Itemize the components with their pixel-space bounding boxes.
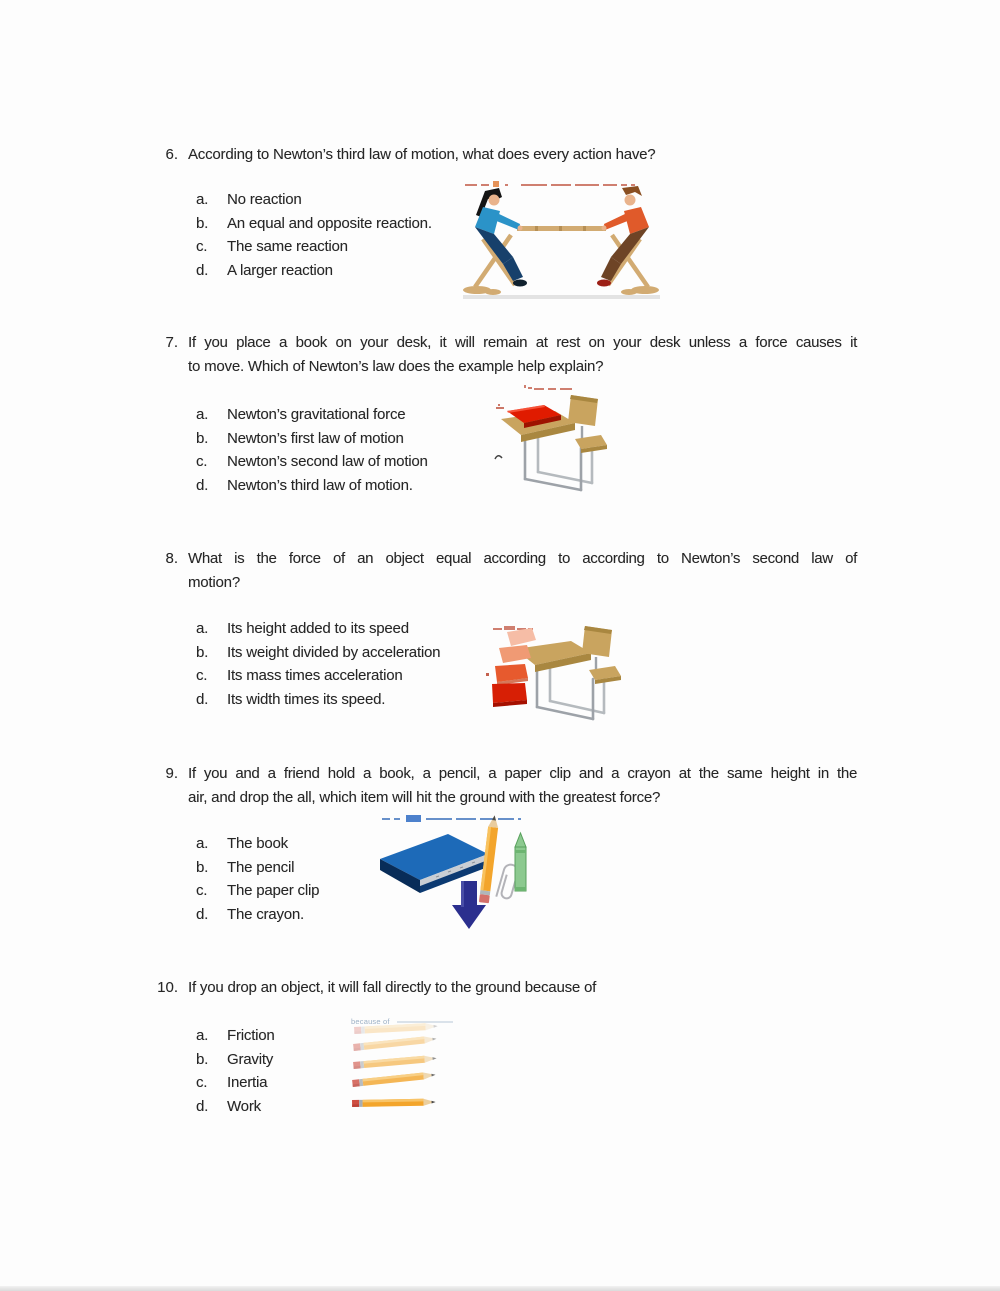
option-d <box>196 903 319 927</box>
option-b <box>196 1048 275 1072</box>
question-text-block <box>188 547 857 594</box>
stray-mark <box>495 456 502 459</box>
illegible-blue-caption <box>382 815 521 822</box>
scan-edge-artifact <box>0 1286 1000 1291</box>
option-text: The book <box>227 835 288 852</box>
option-letter: d. <box>196 476 209 494</box>
question-number: 7. <box>165 334 178 351</box>
crayon <box>515 833 526 891</box>
option-text: A larger reaction <box>227 261 333 279</box>
option-text: No reaction <box>227 191 302 208</box>
option-a <box>196 1024 275 1048</box>
question-text-block <box>188 976 857 1000</box>
question-text: According to Newton’s third law of motion, what does every action have? <box>188 146 656 163</box>
question-number: 6. <box>165 146 178 163</box>
option-text: Gravity <box>227 1050 274 1068</box>
person-right-orange <box>597 186 649 287</box>
option-text: Work <box>227 1097 261 1115</box>
question-text: If you place a book on your desk, it will remain at rest on your desk unless a force causes it <box>188 334 857 351</box>
option-text: Newton’s gravitational force <box>227 406 406 423</box>
option-a <box>196 188 432 212</box>
question-7 <box>155 331 857 378</box>
option-b <box>196 641 440 665</box>
option-letter: c. <box>196 453 208 470</box>
options-question-10 <box>196 1024 275 1118</box>
question-number: 9. <box>165 765 178 782</box>
option-d <box>196 688 440 712</box>
option-text: Its weight divided by acceleration <box>227 643 441 661</box>
question-text-block <box>188 331 857 378</box>
option-c <box>196 879 319 903</box>
desk-with-book-illustration <box>492 382 612 495</box>
option-text: Newton’s second law of motion <box>227 453 428 470</box>
option-letter: c. <box>196 667 208 684</box>
options-question-7 <box>196 403 428 497</box>
option-text: Its width times its speed. <box>227 690 386 708</box>
question-9 <box>155 762 857 809</box>
option-c <box>196 664 440 688</box>
option-letter: a. <box>196 620 209 637</box>
question-text: If you drop an object, it will fall directly to the ground because of <box>188 979 597 996</box>
option-letter: b. <box>196 429 209 447</box>
tug-of-war-illustration <box>463 177 660 299</box>
option-text: The same reaction <box>227 238 348 255</box>
options-question-6 <box>196 188 432 282</box>
question-6 <box>155 143 857 167</box>
option-text: The crayon. <box>227 905 305 923</box>
option-text: Newton’s third law of motion. <box>227 476 413 494</box>
option-a <box>196 617 440 641</box>
option-letter: c. <box>196 882 208 899</box>
scan-shadow <box>463 295 660 299</box>
option-letter: a. <box>196 835 209 852</box>
stray-red-tick <box>486 673 489 676</box>
question-number: 8. <box>165 550 178 567</box>
option-text: Its mass times acceleration <box>227 667 403 684</box>
falling-objects-illustration <box>376 813 542 935</box>
option-letter: d. <box>196 1097 209 1115</box>
option-text: An equal and opposite reaction. <box>227 214 432 232</box>
option-text: The pencil <box>227 858 295 876</box>
option-text: Newton’s first law of motion <box>227 429 404 447</box>
question-text: air, and drop the all, which item will hit the ground with the greatest force? <box>188 788 661 806</box>
question-8 <box>155 547 857 594</box>
question-text: motion? <box>188 573 240 591</box>
option-letter: b. <box>196 858 209 876</box>
option-c <box>196 1071 275 1095</box>
option-c <box>196 450 428 474</box>
option-b <box>196 427 428 451</box>
option-letter: d. <box>196 690 209 708</box>
red-margin-marks <box>496 404 504 409</box>
option-letter: c. <box>196 238 208 255</box>
option-text: Inertia <box>227 1074 268 1091</box>
falling-books <box>492 628 536 707</box>
option-b <box>196 856 319 880</box>
illegible-red-caption <box>465 181 635 187</box>
option-letter: b. <box>196 214 209 232</box>
options-question-9 <box>196 832 319 926</box>
option-letter: a. <box>196 191 209 208</box>
option-letter: b. <box>196 1050 209 1068</box>
option-letter: b. <box>196 643 209 661</box>
option-a <box>196 403 428 427</box>
option-letter: a. <box>196 406 209 423</box>
books-falling-off-desk-illustration <box>486 621 622 722</box>
question-text-block <box>188 762 857 809</box>
question-number: 10. <box>157 979 178 996</box>
question-text: What is the force of an object equal according to according to Newton’s second law of <box>188 550 857 567</box>
pencil-sequence <box>352 1023 438 1107</box>
option-d <box>196 1095 275 1119</box>
option-letter: a. <box>196 1027 209 1044</box>
illegible-red-caption <box>524 385 572 390</box>
person-left-blue <box>475 188 527 287</box>
falling-pencil-sequence-illustration <box>347 1011 457 1117</box>
question-text-block <box>188 143 857 167</box>
option-letter: d. <box>196 261 209 279</box>
desk <box>501 395 607 453</box>
question-text: to move. Which of Newton’s law does the example help explain? <box>188 357 604 375</box>
options-question-8 <box>196 617 440 711</box>
option-d <box>196 259 432 283</box>
option-c <box>196 235 432 259</box>
option-letter: d. <box>196 905 209 923</box>
option-d <box>196 474 428 498</box>
option-text: The paper clip <box>227 882 320 899</box>
option-b <box>196 212 432 236</box>
option-letter: c. <box>196 1074 208 1091</box>
option-a <box>196 832 319 856</box>
option-text: Friction <box>227 1027 275 1044</box>
question-10 <box>155 976 857 1000</box>
caption-text: because of <box>351 1017 390 1026</box>
option-text: Its height added to its speed <box>227 620 409 637</box>
question-text: If you and a friend hold a book, a pencil, a paper clip and a crayon at the same height in the <box>188 765 857 782</box>
